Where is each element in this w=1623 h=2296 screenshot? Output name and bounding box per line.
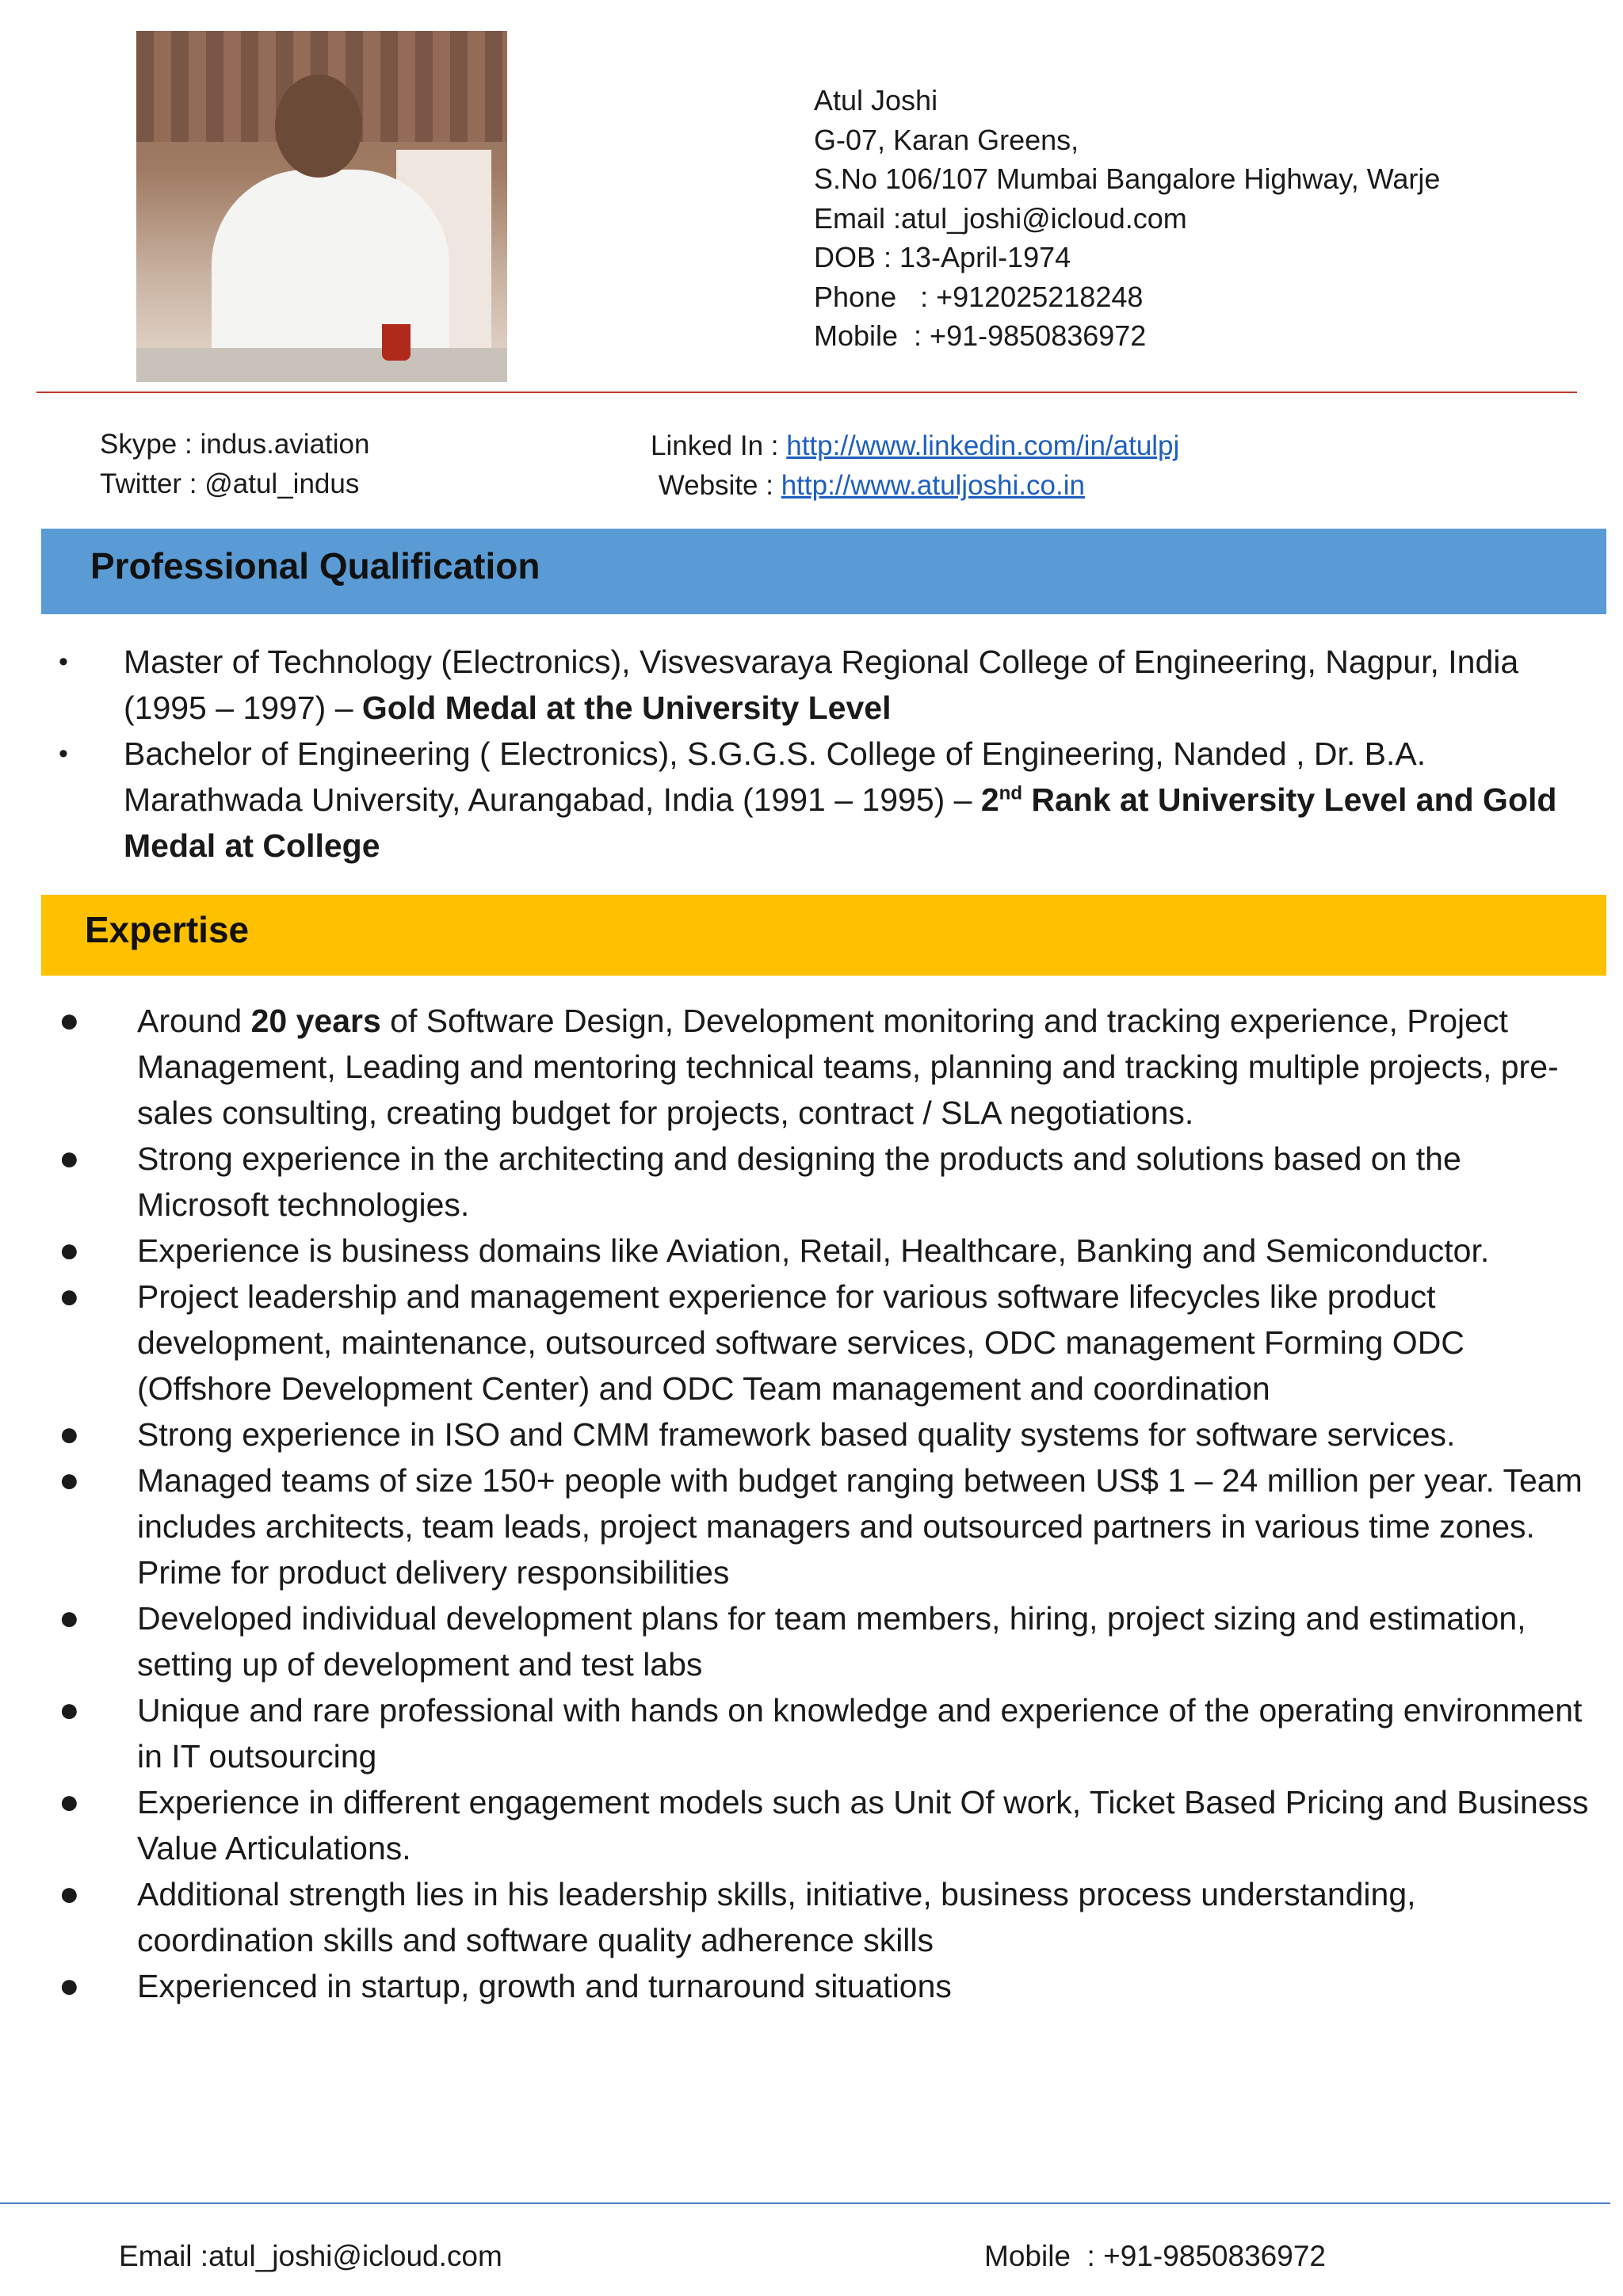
contact-address-line2: S.No 106/107 Mumbai Bangalore Highway, Warje [814,162,1441,195]
bullet-icon: • [59,647,68,677]
expertise-item [52,1687,1590,1779]
contact-address-line1: G-07, Karan Greens, [814,123,1079,156]
expertise-item [52,998,1590,1136]
linkedin-row [651,426,1179,466]
photo-cup [382,324,411,361]
expertise-item-text: Experience is business domains like Aviation, Retail, Healthcare, Banking and Semiconductor. [137,1232,1490,1269]
qualification-item-text: Master of Technology (Electronics), Visvesvaraya Regional College of Engineering, Nagpur, India (1995 – 1997) – [124,644,1519,726]
qualification-item-text: Bachelor of Engineering ( Electronics), S.G.G.S. College of Engineering, Nanded , Dr. B.A. Marathwada University, Aurangabad, India (1991 – 1995) – [124,735,1426,818]
bullet-icon: ● [59,1690,80,1729]
bullet-icon: • [59,739,68,769]
bullet-icon: ● [59,1231,80,1270]
qualification-item [52,731,1590,869]
expertise-item-post: of Software Design, Development monitoring and tracking experience, Project Management, Leading and mentoring technical teams, planning and tracking multiple projects, pre-sales consulting, creating budget for projects, contract / SLA negotiations. [137,1003,1559,1131]
footer-divider [0,2202,1610,2204]
qualification-item-highlight: Gold Medal at the University Level [361,690,892,726]
bullet-icon: ● [59,1461,80,1499]
expertise-item-text: Strong experience in the architecting and designing the products and solutions based on the Microsoft technologies. [137,1140,1461,1223]
expertise-item-text: Additional strength lies in his leadership skills, initiative, business process understanding, coordination skills and software quality adherence skills [137,1876,1416,1958]
qualification-item [52,639,1590,731]
expertise-item-text: Project leadership and management experience for various software lifecycles like product development, maintenance, outsourced software services, ODC management Forming ODC (Offshore Development Center) and ODC Team management and coordination [137,1278,1465,1407]
twitter-handle: Twitter : @atul_indus [100,468,360,499]
qualification-list [52,639,1590,869]
expertise-item [52,1963,1590,2009]
bullet-icon: ● [59,1782,80,1821]
expertise-item-text: Experience in different engagement models such as Unit Of work, Ticket Based Pricing and Business Value Articulations. [137,1784,1589,1866]
contact-name: Atul Joshi [814,84,938,117]
contact-block [814,81,1440,356]
expertise-item-text: Managed teams of size 150+ people with budget ranging between US$ 1 – 24 million per year. Team includes architects, team leads, project managers and outsourced partners in various time zones. Prime for product delivery responsibilities [137,1462,1583,1591]
social-left [100,425,369,504]
website-row [651,466,1179,506]
expertise-item-text: Developed individual development plans for team members, hiring, project sizing and estimation, setting up of development and test labs [137,1600,1526,1683]
contact-phone: Phone : +912025218248 [814,280,1144,313]
contact-email: Email :atul_joshi@icloud.com [814,201,1187,235]
photo-person-body [212,170,449,376]
expertise-item [52,1871,1590,1963]
website-label: Website : [651,470,781,501]
contact-dob: DOB : 13-April-1974 [814,241,1071,273]
expertise-item [52,1595,1590,1687]
expertise-item [52,1136,1590,1228]
expertise-item-text: Strong experience in ISO and CMM framework based quality systems for software services. [137,1416,1456,1453]
rank-text: Rank at University Level and Gold Medal at College [124,781,1557,864]
expertise-item-text: Experienced in startup, growth and turnaround situations [137,1968,952,2004]
expertise-item-text: Unique and rare professional with hands on knowledge and experience of the operating environment in IT outsourcing [137,1692,1583,1775]
bullet-icon: ● [59,1277,80,1316]
qualification-header [41,529,1606,614]
qualification-title: Professional Qualification [90,545,540,586]
rank-number: 2 [980,781,999,818]
footer-email: Email :atul_joshi@icloud.com [119,2240,502,2272]
skype-handle: Skype : indus.aviation [100,429,370,460]
social-right [651,426,1179,506]
bullet-icon: ● [59,1139,80,1178]
bullet-icon: ● [59,1599,80,1637]
rank-suffix: nd [999,782,1022,804]
photo-person-head [275,74,362,178]
website-link[interactable]: http://www.atuljoshi.co.in [781,470,1085,501]
bullet-icon: ● [59,1415,80,1454]
expertise-item [52,1274,1590,1412]
expertise-item-highlight: 20 years [250,1003,381,1039]
linkedin-link[interactable]: http://www.linkedin.com/in/atulpj [786,430,1180,461]
expertise-title: Expertise [85,909,250,950]
bullet-icon: ● [59,1001,80,1040]
expertise-item [52,1228,1590,1274]
expertise-item [52,1457,1590,1595]
expertise-item [52,1412,1590,1457]
expertise-item [52,1779,1590,1871]
linkedin-label: Linked In : [651,430,787,461]
bullet-icon: ● [59,1874,80,1913]
footer-mobile: Mobile : +91-9850836972 [984,2240,1326,2272]
photo-table [136,348,507,382]
profile-photo [136,31,507,382]
contact-mobile: Mobile : +91-9850836972 [814,319,1147,352]
expertise-item-pre: Around [137,1003,251,1039]
header-divider [36,392,1577,393]
bullet-icon: ● [59,1966,80,2005]
expertise-list [52,998,1590,2009]
expertise-header [41,895,1606,976]
